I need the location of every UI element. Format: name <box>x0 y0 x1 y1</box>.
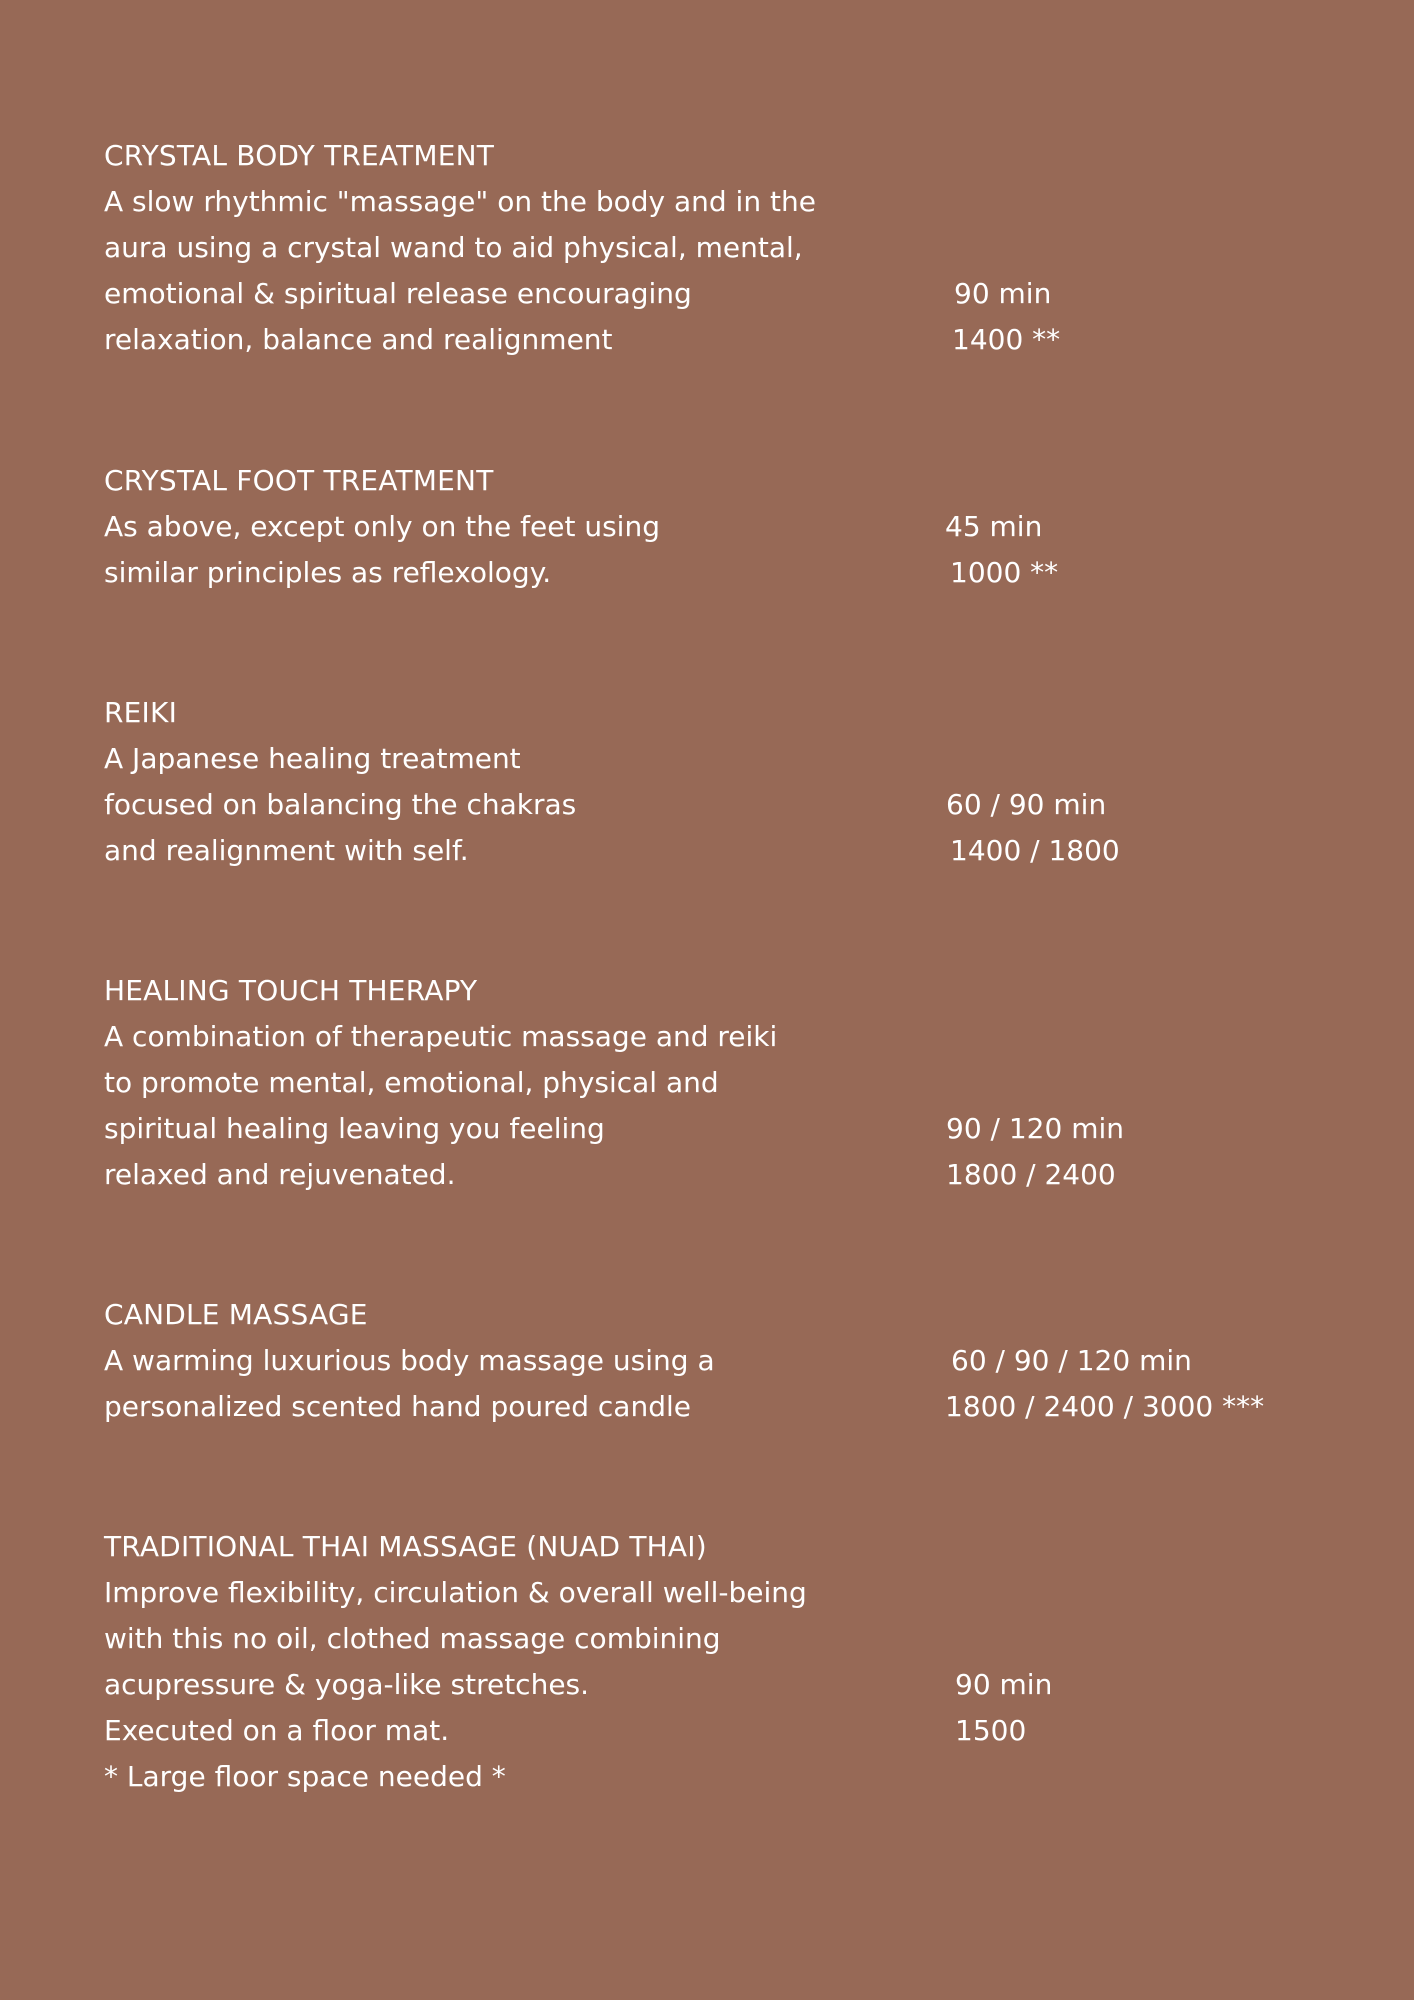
treatment-description-line: spiritual healing leaving you feeling <box>104 1112 605 1145</box>
treatment-price: 1800 / 2400 <box>946 1158 1116 1191</box>
treatment-description-line: Improve flexibility, circulation & overall well-being <box>104 1576 807 1609</box>
treatment-description-line: relaxed and rejuvenated. <box>104 1158 456 1191</box>
treatment-description-line: A slow rhythmic "massage" on the body and in the <box>104 185 816 218</box>
treatment-description-line: acupressure & yoga-like stretches. <box>104 1668 590 1701</box>
treatment-description-line: aura using a crystal wand to aid physical, mental, <box>104 231 803 264</box>
treatment-title: TRADITIONAL THAI MASSAGE (NUAD THAI) <box>104 1530 707 1563</box>
treatment-description-line: personalized scented hand poured candle <box>104 1390 691 1423</box>
treatment-duration: 90 min <box>955 1668 1053 1701</box>
treatment-price: 1500 <box>955 1714 1027 1747</box>
treatment-description-line: with this no oil, clothed massage combining <box>104 1622 721 1655</box>
treatment-duration: 45 min <box>945 510 1043 543</box>
treatment-description-line: A warming luxurious body massage using a <box>104 1344 715 1377</box>
treatment-title: REIKI <box>104 696 178 729</box>
treatment-description-line: * Large floor space needed * <box>104 1760 506 1793</box>
treatment-description-line: emotional & spiritual release encouraging <box>104 277 692 310</box>
treatment-title: CRYSTAL BODY TREATMENT <box>104 139 495 172</box>
treatment-description-line: and realignment with self. <box>104 834 469 867</box>
treatment-title: CRYSTAL FOOT TREATMENT <box>104 464 494 497</box>
treatment-description-line: A Japanese healing treatment <box>104 742 521 775</box>
treatment-price: 1400 / 1800 <box>950 834 1120 867</box>
treatment-description-line: As above, except only on the feet using <box>104 510 660 543</box>
treatment-title: HEALING TOUCH THERAPY <box>104 974 478 1007</box>
treatment-description-line: similar principles as reflexology. <box>104 556 552 589</box>
treatment-description-line: A combination of therapeutic massage and reiki <box>104 1020 778 1053</box>
treatment-description-line: relaxation, balance and realignment <box>104 323 613 356</box>
treatment-description-line: Executed on a floor mat. <box>104 1714 450 1747</box>
treatment-description-line: focused on balancing the chakras <box>104 788 577 821</box>
treatment-price: 1400 ** <box>952 323 1061 356</box>
treatment-duration: 90 min <box>954 277 1052 310</box>
treatment-duration: 60 / 90 / 120 min <box>951 1344 1192 1377</box>
treatment-duration: 90 / 120 min <box>946 1112 1125 1145</box>
treatment-description-line: to promote mental, emotional, physical and <box>104 1066 719 1099</box>
treatment-price: 1000 ** <box>950 556 1059 589</box>
treatment-duration: 60 / 90 min <box>946 788 1107 821</box>
treatment-title: CANDLE MASSAGE <box>104 1298 368 1331</box>
treatment-price: 1800 / 2400 / 3000 *** <box>945 1390 1265 1423</box>
